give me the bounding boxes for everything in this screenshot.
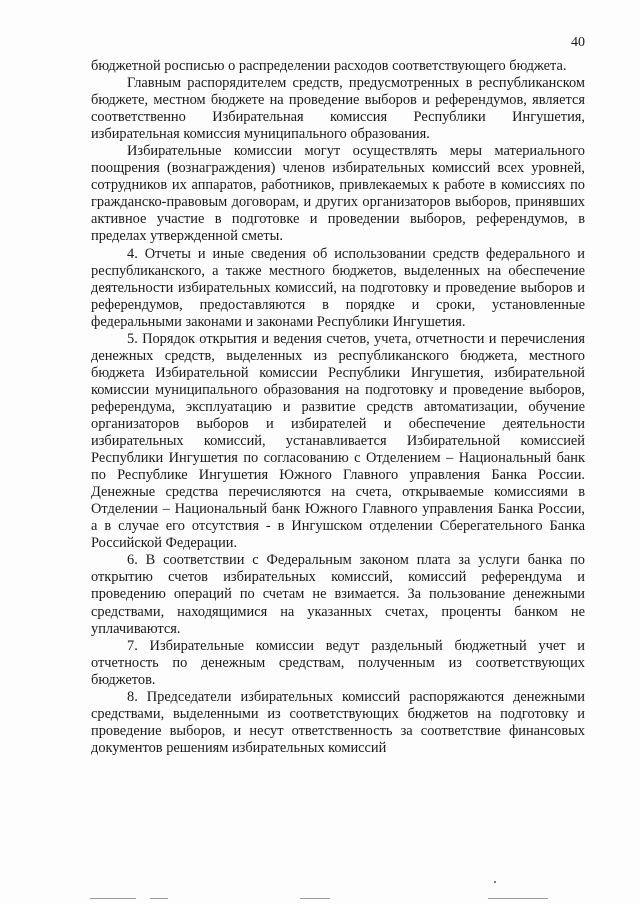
paragraph-item-4: 4. Отчеты и иные сведения об использовании средств федерального и республиканского, а также местного бюджетов, выделенных на обеспечение деятельности избирательных комиссий, на подготовку и проведение выборов и референдумов, предоставляются в порядке и сроки, установленные федеральными законами и законами Республики Ингушетия. — [91, 245, 585, 330]
document-body — [91, 58, 585, 757]
scan-artifact — [300, 898, 330, 899]
scan-artifact — [90, 898, 136, 899]
paragraph-item-7: 7. Избирательные комиссии ведут раздельный бюджетный учет и отчетность по денежным средствам, полученным из соответствующих бюджетов. — [91, 637, 585, 688]
scan-artifact — [488, 898, 548, 899]
scan-artifact — [150, 898, 168, 899]
scan-artifact — [494, 881, 496, 883]
paragraph-item-8: 8. Председатели избирательных комиссий распоряжаются денежными средствами, выделенными из соответствующих бюджетов на подготовку и проведение выборов, и несут ответственность за соответствие финансовых документов решениям избирательных комиссий — [91, 688, 585, 756]
paragraph-chief-manager: Главным распорядителем средств, предусмотренных в республиканском бюджете, местном бюджете на проведение выборов и референдумов, является соответственно Избирательная комиссия Республики Ингушетия, избирательная комиссия муниципального образования. — [91, 75, 585, 143]
paragraph-incentives: Избирательные комиссии могут осуществлять меры материального поощрения (вознаграждения) членов избирательных комиссий всех уровней, сотрудников их аппаратов, работников, привлекаемых к работе в комиссиях по гражданско-правовым договорам, и других организаторов выборов, принявших активное участие в подготовке и проведении выборов, референдумов, в пределах утвержденной сметы. — [91, 143, 585, 245]
paragraph-item-5: 5. Порядок открытия и ведения счетов, учета, отчетности и перечисления денежных средств, выделенных из республиканского бюджета, местного бюджета Избирательной комиссии Республики Ингушетия, избирательной комиссии муниципального образования на подготовку и проведение выборов, референдума, эксплуатацию и развитие средств автоматизации, обучение организаторов выборов и избирателей и обеспечение деятельности избирательных комиссий, устанавливается Избирательной комиссией Республики Ингушетия по согласованию с Отделением – Национальный банк по Республике Ингушетия Южного Главного управления Банка России. Денежные средства перечисляются на счета, открываемые комиссиями в Отделении – Национальный банк Южного Главного управления Банка России, а в случае его отсутствия - в Ингушском отделении Сберегательного Банка Российской Федерации. — [91, 330, 585, 552]
paragraph-item-6: 6. В соответствии с Федеральным законом плата за услуги банка по открытию счетов избирательных комиссий, комиссий референдума и проведению операций по счетам не взимается. За пользование денежными средствами, находящимися на указанных счетах, проценты банком не уплачиваются. — [91, 552, 585, 637]
scan-edge-marks — [0, 891, 640, 905]
page-number: 40 — [571, 35, 585, 50]
paragraph-continuation: бюджетной росписью о распределении расходов соответствующего бюджета. — [91, 58, 567, 74]
